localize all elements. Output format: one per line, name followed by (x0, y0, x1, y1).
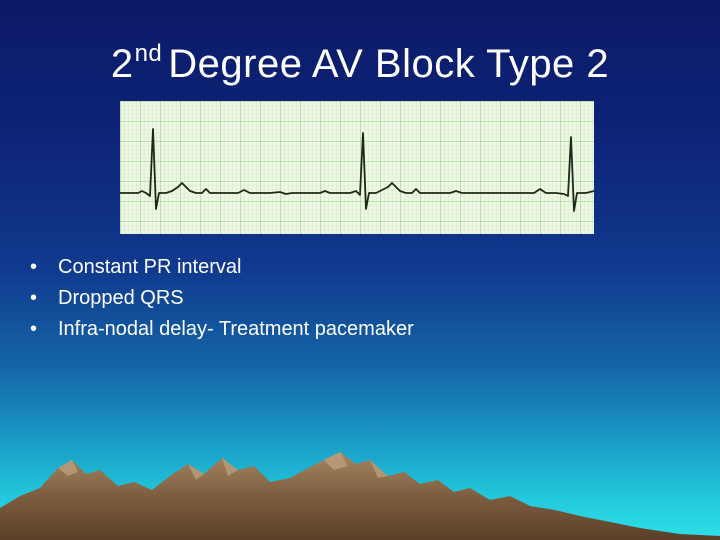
bullet-marker: • (30, 318, 38, 340)
bullet-item (30, 283, 414, 314)
ecg-grid (120, 101, 594, 234)
ecg-strip-image (120, 101, 594, 234)
bullet-item (30, 252, 414, 283)
slide-title (0, 40, 720, 88)
title-superscript: nd (134, 40, 163, 67)
title-text: Degree AV Block Type 2 (168, 42, 610, 86)
bullet-text: Constant PR interval (58, 256, 242, 278)
bullet-list (30, 252, 414, 345)
bullet-marker: • (30, 256, 38, 278)
bullet-text: Dropped QRS (58, 287, 184, 309)
mountain-range-icon (0, 430, 720, 540)
ecg-strip-icon (120, 101, 594, 234)
bullet-item (30, 314, 414, 345)
bullet-text: Infra-nodal delay- Treatment pacemaker (58, 318, 414, 340)
bullet-marker: • (30, 287, 38, 309)
title-number: 2 (110, 42, 134, 86)
